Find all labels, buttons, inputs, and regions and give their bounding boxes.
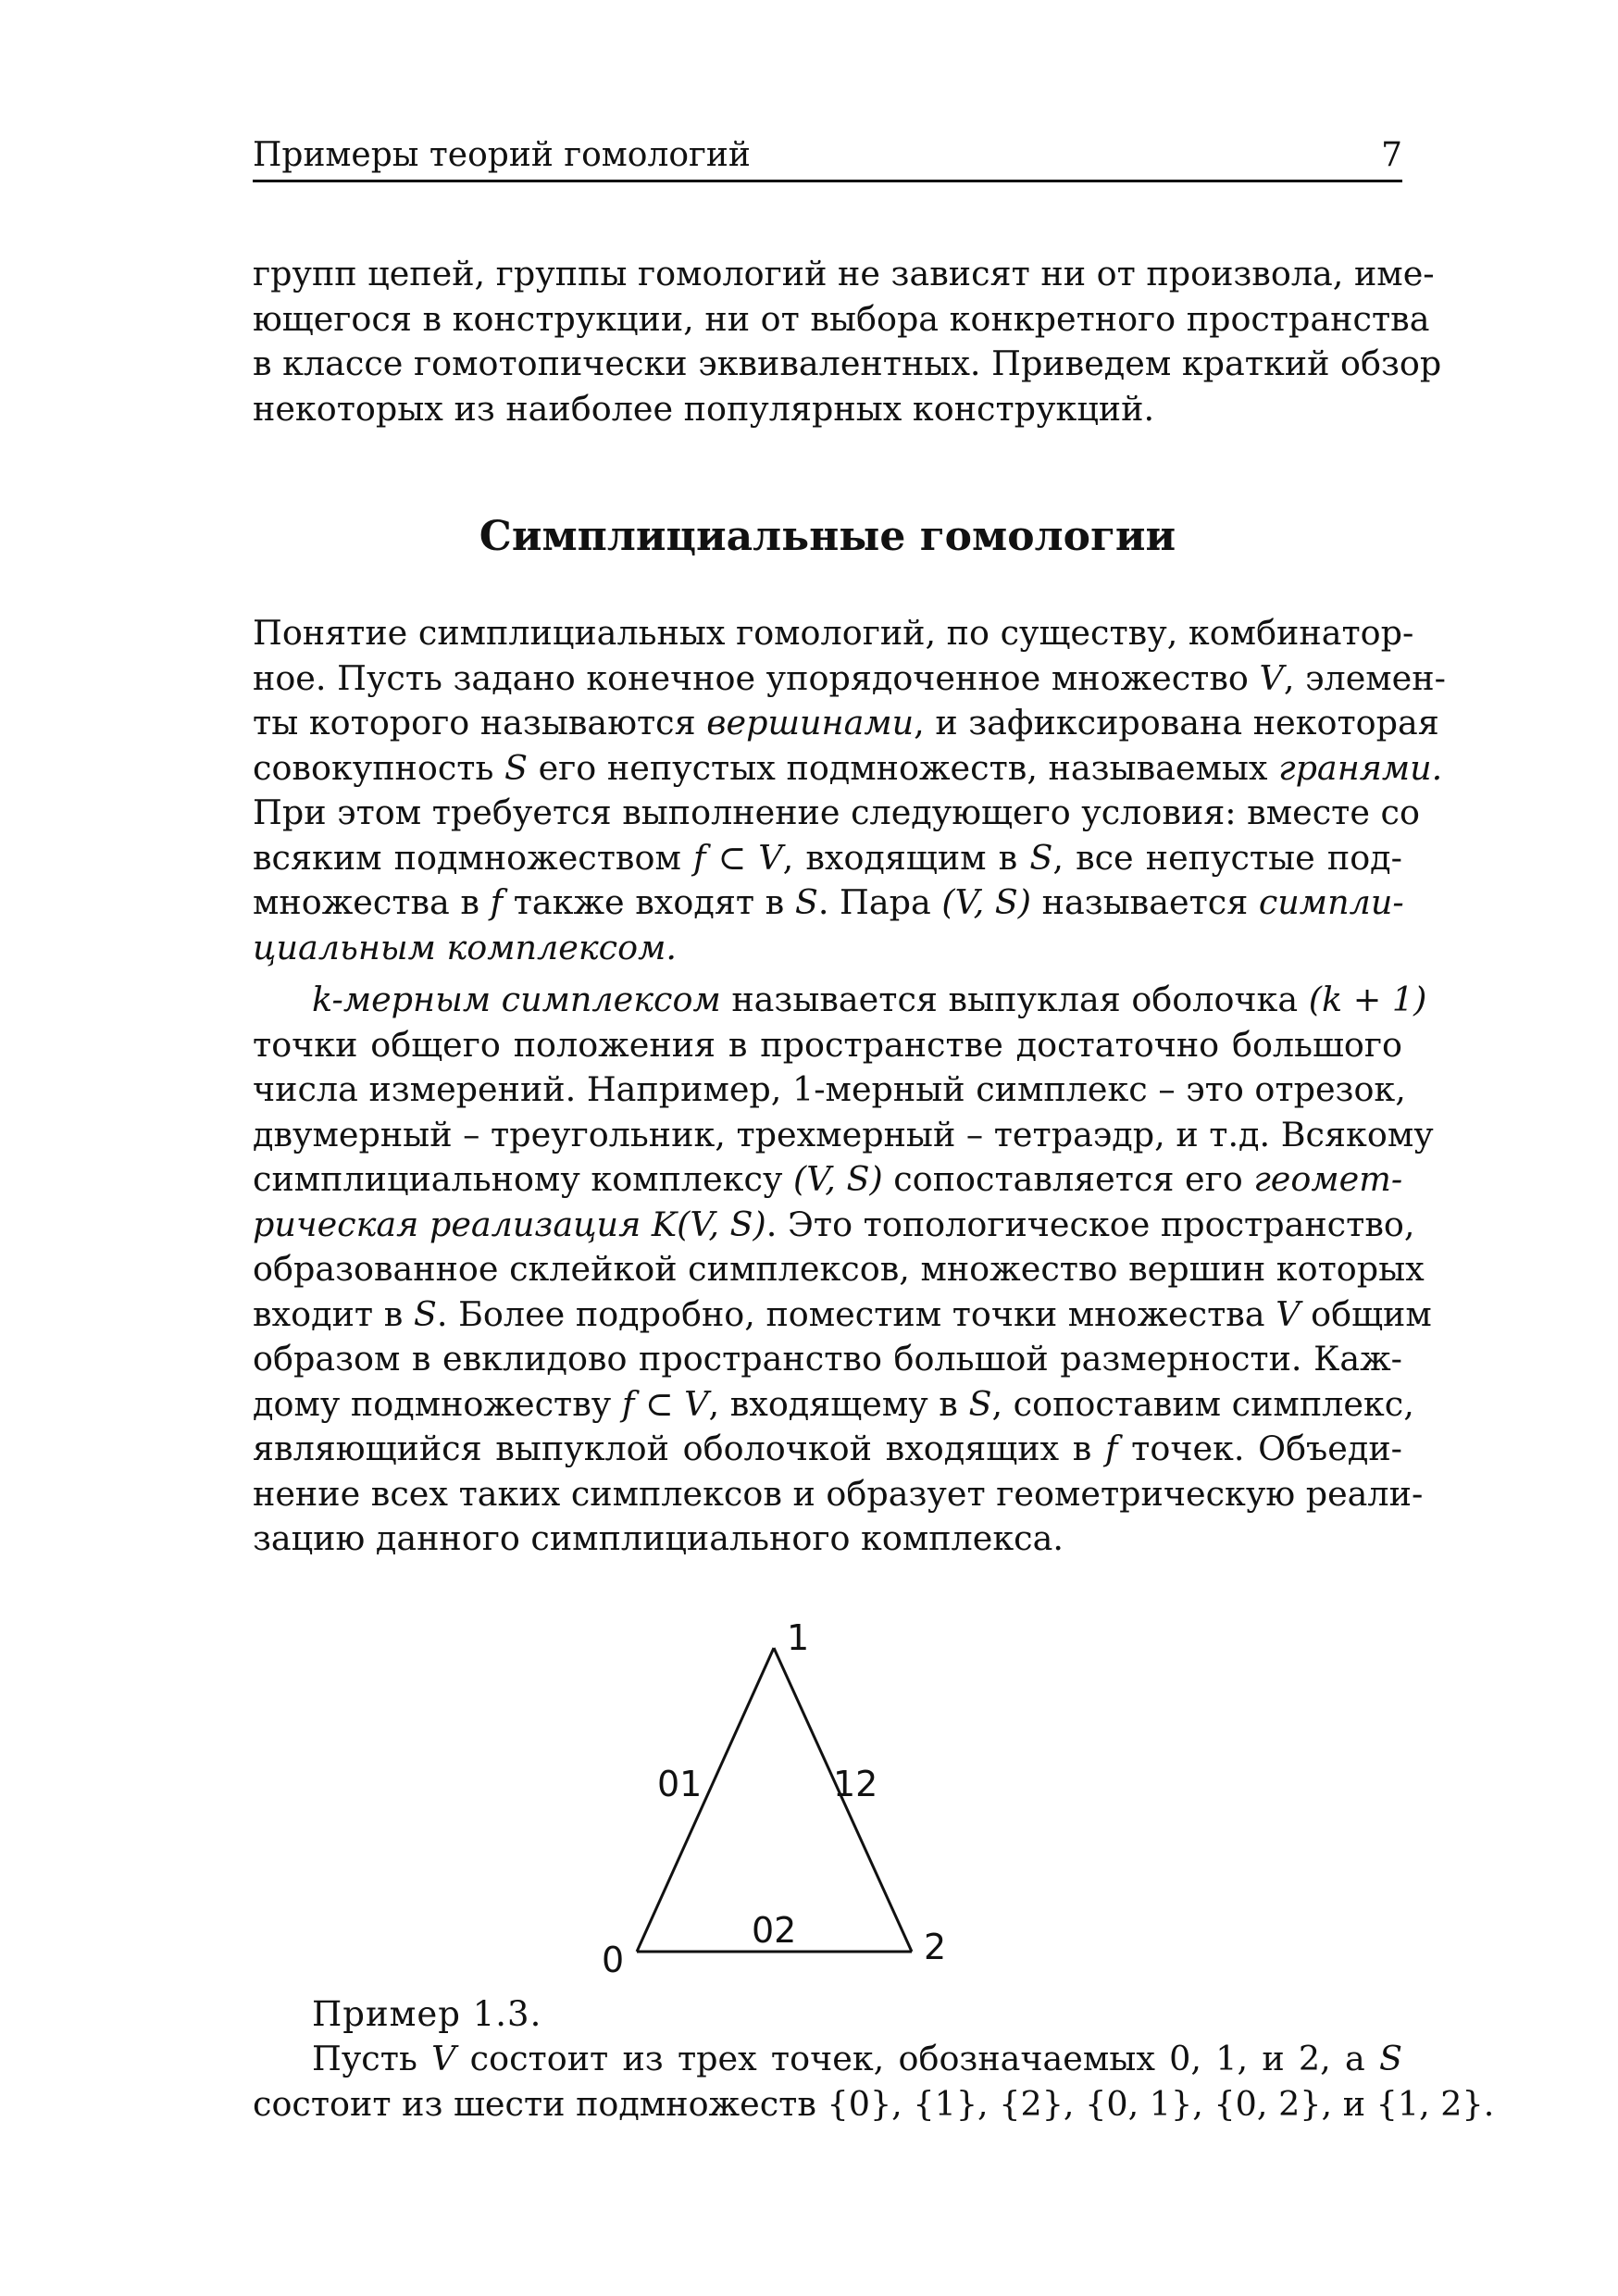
simplex-figure [555,1611,1018,1981]
header-title: Примеры теорий гомологий [253,136,751,174]
intro-paragraph [253,252,1442,431]
edge-label-12: 12 [833,1764,878,1804]
text-line: ное. Пусть задано конечное упорядоченное множество V, элемен- [253,657,1446,698]
example-paragraph [253,2037,1495,2127]
text-line: множества в f также входят в S. Пара (V, S) называется симпли- [253,882,1404,922]
paragraph-simplicial-complex [253,611,1446,970]
text-line: k-мерным симплексом называется выпуклая оболочка (k + 1) [312,980,1427,1019]
text-line: некоторых из наиболее популярных конструкций. [253,388,1155,429]
text-line: всяким подмножеством f ⊂ V, входящим в S, все непустые под- [253,837,1402,878]
text-line: дому подмножеству f ⊂ V, входящему в S, сопоставим симплекс, [253,1383,1414,1424]
vertex-label-2: 2 [924,1927,947,1967]
text-line: ющегося в конструкции, ни от выбора конкретного пространства [253,298,1430,339]
vertex-label-1: 1 [787,1617,810,1658]
example-title: Пример 1.3. [312,1994,542,2034]
text-line: точки общего положения в пространстве достаточно большого [253,1024,1402,1065]
text-line: групп цепей, группы гомологий не зависят ни от произвола, име- [253,254,1435,293]
text-line: образованное склейкой симплексов, множество вершин которых [253,1249,1425,1289]
text-line: Пусть V состоит из трех точек, обозначаемых 0, 1, и 2, а S [312,2039,1402,2078]
text-line: числа измерений. Например, 1-мерный симплекс – это отрезок, [253,1069,1406,1109]
text-line: рическая реализация K(V, S). Это топологическое пространство, [253,1204,1415,1244]
text-line: двумерный – треугольник, трехмерный – тетраэдр, и т.д. Всякому [253,1114,1434,1154]
text-line: Понятие симплициальных гомологий, по существу, комбинатор- [253,613,1414,653]
edge-label-02: 02 [752,1910,797,1951]
triangle-diagram [555,1611,1018,1981]
text-line: циальным комплексом. [253,927,677,967]
section-title: Симплициальные гомологии [479,513,1176,560]
text-line: являющийся выпуклой оболочкой входящих в f точек. Объеди- [253,1429,1402,1468]
edge-label-01: 01 [657,1764,703,1804]
text-line: в классе гомотопически эквивалентных. Приведем краткий обзор [253,343,1442,383]
paragraph-simplex-definition [253,978,1434,1562]
vertex-label-0: 0 [602,1940,625,1980]
text-line: зацию данного симплициального комплекса. [253,1518,1064,1558]
running-header [253,131,1402,182]
text-line: входит в S. Более подробно, поместим точки множества V общим [253,1293,1432,1334]
text-line: При этом требуется выполнение следующего условия: вместе со [253,792,1420,832]
text-line: симплициальному комплексу (V, S) сопоставляется его геомет- [253,1159,1403,1199]
text-line: ты которого называются вершинами, и зафиксирована некоторая [253,703,1439,742]
page-number: 7 [1381,136,1402,174]
text-line: совокупность S его непустых подмножеств, называемых гранями. [253,747,1443,788]
text-line: нение всех таких симплексов и образует геометрическую реали- [253,1473,1424,1514]
text-line: образом в евклидово пространство большой размерности. Каж- [253,1339,1402,1379]
text-line: состоит из шести подмножеств {0}, {1}, {2}, {0, 1}, {0, 2}, и {1, 2}. [253,2083,1495,2124]
